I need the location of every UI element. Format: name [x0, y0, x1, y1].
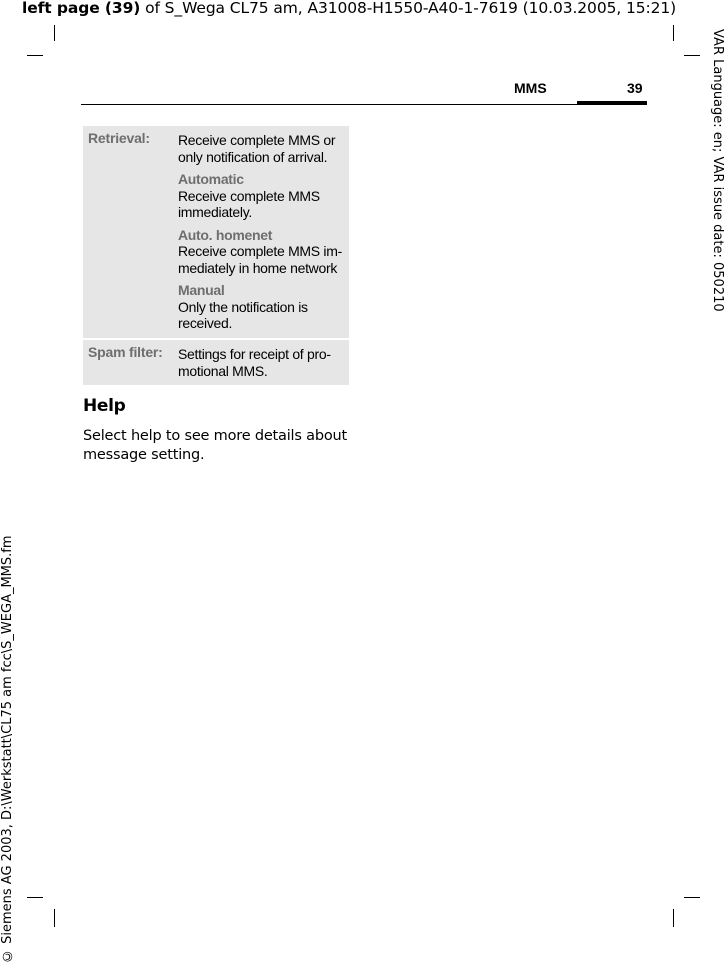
header-rule-accent	[577, 101, 647, 105]
option-text: Only the notification is received.	[178, 298, 308, 331]
crop-mark-top-left-v	[54, 25, 55, 41]
option-text: Receive complete MMS im-mediately in home network	[178, 243, 342, 276]
running-title: MMS	[514, 80, 547, 96]
crop-mark-bottom-right-h	[684, 897, 700, 898]
table-row	[83, 126, 349, 338]
help-heading: Help	[83, 396, 126, 416]
option-label: Manual	[178, 282, 225, 298]
row-description	[178, 340, 349, 385]
var-language-note: VAR Language: en; VAR issue date: 050210	[710, 29, 725, 312]
copyright-file-path: © Siemens AG 2003, D:\Werkstatt\CL75 am fcc\S_WEGA_MMS.fm	[0, 535, 15, 963]
crop-mark-top-right-v	[673, 25, 674, 41]
crop-mark-bottom-left-v	[54, 909, 55, 927]
crop-mark-top-right-h	[684, 55, 700, 56]
row-term: Retrieval:	[88, 130, 150, 146]
page-number: 39	[627, 80, 643, 96]
print-header	[22, 0, 676, 17]
option-text: Receive complete MMS immediately.	[178, 187, 320, 220]
option-label: Automatic	[178, 171, 244, 187]
table-row	[83, 340, 349, 385]
row-description-text: Receive complete MMS or only notification of arrival.	[178, 132, 336, 165]
print-header-info: of S_Wega CL75 am, A31008-H1550-A40-1-7619 (10.03.2005, 15:21)	[140, 0, 677, 17]
header-rule	[81, 104, 647, 105]
crop-mark-bottom-right-v	[673, 909, 674, 927]
row-term: Spam filter:	[88, 344, 163, 360]
crop-mark-top-left-h	[27, 55, 43, 56]
print-header-page: left page (39)	[22, 0, 141, 17]
settings-table	[83, 126, 349, 385]
option-label: Auto. homenet	[178, 226, 273, 243]
row-description	[178, 126, 349, 338]
row-description-text: Settings for receipt of pro-motional MMS.	[178, 346, 331, 379]
crop-mark-bottom-left-h	[27, 897, 43, 898]
help-body: Select help to see more details about message setting.	[83, 428, 347, 463]
